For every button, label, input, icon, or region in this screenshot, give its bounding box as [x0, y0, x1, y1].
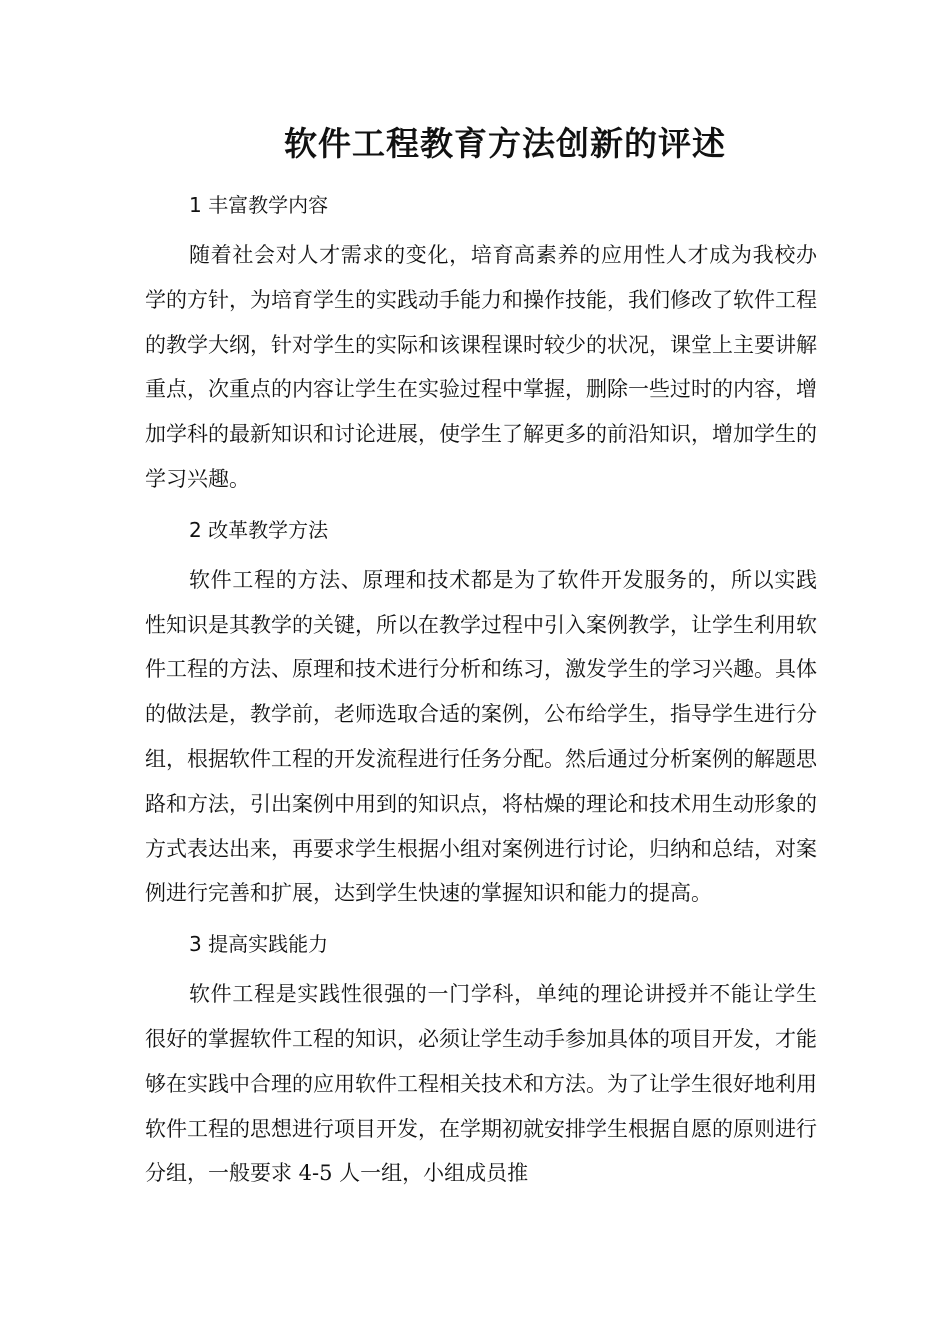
- section-2: [145, 508, 817, 916]
- document-body: [145, 183, 817, 1202]
- section-1: [145, 183, 817, 502]
- document-title: 软件工程教育方法创新的评述: [284, 124, 726, 163]
- section-heading: 2 改革教学方法: [189, 517, 329, 542]
- section-paragraph: 软件工程的方法、原理和技术都是为了软件开发服务的，所以实践性知识是其教学的关键，所以在教学过程中引入案例教学，让学生利用软件工程的方法、原理和技术进行分析和练习，激发学生的学习兴趣。具体的做法是，教学前，老师选取合适的案例，公布给学生，指导学生进行分组，根据软件工程的开发流程进行任务分配。然后通过分析案例的解题思路和方法，引出案例中用到的知识点，将枯燥的理论和技术用生动形象的方式表达出来，再要求学生根据小组对案例进行讨论，归纳和总结，对案例进行完善和扩展，达到学生快速的掌握知识和能力的提高。: [145, 567, 817, 906]
- section-heading: 3 提高实践能力: [189, 932, 329, 957]
- section-paragraph: 软件工程是实践性很强的一门学科，单纯的理论讲授并不能让学生很好的掌握软件工程的知识，必须让学生动手参加具体的项目开发，才能够在实践中合理的应用软件工程相关技术和方法。为了让学生很好地利用软件工程的思想进行项目开发，在学期初就安排学生根据自愿的原则进行分组，一般要求 4-5 人一组，小组成员推: [145, 982, 817, 1186]
- section-paragraph: 随着社会对人才需求的变化，培育高素养的应用性人才成为我校办学的方针，为培育学生的实践动手能力和操作技能，我们修改了软件工程的教学大纲，针对学生的实际和该课程课时较少的状况，课堂上主要讲解重点，次重点的内容让学生在实验过程中掌握，删除一些过时的内容，增加学科的最新知识和讨论进展，使学生了解更多的前沿知识，增加学生的学习兴趣。: [145, 243, 817, 491]
- section-3: [145, 922, 817, 1196]
- section-heading: 1 丰富教学内容: [189, 193, 329, 217]
